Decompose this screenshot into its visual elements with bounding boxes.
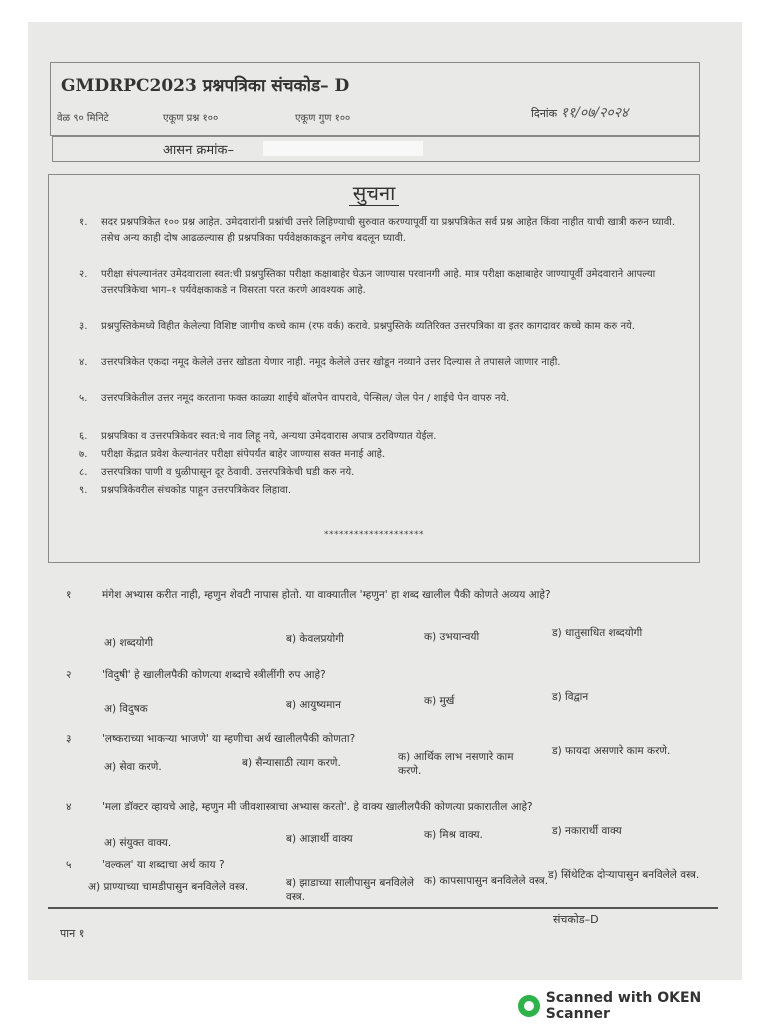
instructions-box: सुचना १. सदर प्रश्नपत्रिकेत १०० प्रश्न आहेत. उमेदवारांनी प्रश्नांची उत्तरे लिहिण्याची सुरुवात करण्यापूर्वी या प्रश्नपत्रिकेत सर्व प्रश्न आहेत किंवा नाहीत याची खात्री करुन घ्यावी. तसेच अन्य काही दोष आढळल्यास ही प्रश्नपत्रिका पर्यवेक्षकाकडून लगेच बदलून घ्यावी. २. परीक्षा संपल्यानंतर उमेदवाराला स्वत:ची प्रश्नपुस्तिका परीक्षा कक्षाबाहेर घेऊन जाण्यास परवानगी आहे. मात्र परीक्षा कक्षाबाहेर जाण्यापूर्वी उमेदवाराने आपल्या उत्तरपत्रिकेचा भाग–१ पर्यवेक्षकाकडे न विसरता परत करणे आवश्यक आहे. ३. प्रश्नपुस्तिकेमध्ये विहीत केलेल्या विशिष्ट जागीच कच्चे काम (रफ वर्क) करावे. प्रश्नपुस्तिके व्यतिरिक्त उत्तरपत्रिका वा इतर कागदावर कच्चे काम करु नये. ४. उत्तरपत्रिकेत एकदा नमूद केलेले उत्तर खोडता येणार नाही. नमूद केलेले उत्तर खोडून नव्याने उत्तर दिल्यास ते तपासले जाणार नाही. ५. उत्तरपत्रिकेतील उत्तर नमूद करताना फक्त काळ्या शाईचे बॉलपेन वापरावे, पेन्सिल/ जेल पेन / शाईचे पेन वापरु नये. ६. प्रश्नपत्रिका व उत्तरपत्रिकेवर स्वत:चे नाव लिहू नये, अन्यथा उमेदवारास अपात्र ठरविण्यात येईल. ७. परीक्षा केंद्रात प्रवेश केल्यानंतर परीक्षा संपेपर्यंत बाहेर जाण्यास सक्त मनाई आहे. ८. उत्तरपत्रिका पाणी व धुळीपासून दूर ठेवावी. उत्तरपत्रिकेची घडी करु नये. ९. प्रश्नपत्रिकेवरील संचकोड पाहून उत्तरपत्रिकेवर लिहावा. ******************** xyxy=(48,174,700,563)
date-value: ११/०७/२०२४ xyxy=(560,105,629,121)
seat-number-label: आसन क्रमांक– xyxy=(163,143,235,158)
option: ड) सिंथेटिक दोऱ्यापासुन बनविलेले वस्त्र. xyxy=(548,869,700,881)
scanner-watermark xyxy=(518,990,768,1022)
option: ब) आयुष्यमान xyxy=(286,699,341,711)
option: क) उभयान्वयी xyxy=(424,631,480,643)
option: ड) विद्वान xyxy=(552,691,589,703)
option: अ) शब्दयोगी xyxy=(104,637,154,649)
footer-divider xyxy=(48,907,718,909)
option: ड) धातुसाधित शब्दयोगी xyxy=(552,627,643,639)
option: ब) आज्ञार्थी वाक्य xyxy=(286,833,353,845)
header-box xyxy=(50,62,700,136)
option: अ) विदुषक xyxy=(104,703,148,715)
option: अ) सेवा करणे. xyxy=(104,761,162,773)
scanner-text: Scanned with OKEN Scanner xyxy=(545,990,702,1022)
paper-title: GMDRPC2023 प्रश्नपत्रिका संचकोड– D xyxy=(61,76,350,96)
scanner-logo-icon xyxy=(518,995,540,1017)
option: ड) फायदा असणारे काम करणे. xyxy=(552,745,671,757)
total-marks: एकूण गुण १०० xyxy=(295,113,351,124)
option: अ) प्राण्याच्या चामडीपासुन बनविलेले वस्त्र. xyxy=(88,881,249,893)
footer-set-code: संचकोड–D xyxy=(553,913,599,926)
seat-number-redaction xyxy=(263,141,423,156)
exam-date xyxy=(531,103,628,122)
instructions-title: सुचना xyxy=(49,179,699,206)
option: ब) सैन्यासाठी त्याग करणे. xyxy=(242,757,341,769)
exam-paper: GMDRPC2023 प्रश्नपत्रिका संचकोड– D वेळ ९० मिनिटे एकूण प्रश्न १०० एकूण गुण १०० दिनांक ११/०७/२०२४ आसन क्रमांक– सुचना १. सदर प्रश्नपत्रिकेत १०० प्रश्न आहेत. उमेदवारांनी प्रश्नांची उत्तरे लिहिण्याची सुरुवात करण्यापूर्वी या प्रश्नपत्रिकेत सर्व प्रश्न आहेत किंवा नाहीत याची खात्री करुन घ्यावी. तसेच अन्य काही दोष आढळल्यास ही प्रश्नपत्रिका पर्यवेक्षकाकडून लगेच बदलून घ्यावी. २. परीक्षा संपल्यानंतर उमेदवाराला स्वत:ची प्रश्नपुस्तिका परीक्षा कक्षाबाहेर घेऊन जाण्यास परवानगी आहे. मात्र परीक्षा कक्षाबाहेर जाण्यापूर्वी उमेदवाराने आपल्या उत्तरपत्रिकेचा भाग–१ पर्यवेक्षकाकडे न विसरता परत करणे आवश्यक आहे. ३. प्रश्नपुस्तिकेमध्ये विहीत केलेल्या विशिष्ट जागीच कच्चे काम (रफ वर्क) करावे. प्रश्नपुस्तिके व्यतिरिक्त उत्तरपत्रिका वा इतर कागदावर कच्चे काम करु नये. ४. उत्तरपत्रिकेत एकदा नमूद केलेले उत्तर खोडता येणार नाही. नमूद केलेले उत्तर खोडून नव्याने उत्तर दिल्यास ते तपासले जाणार नाही. ५. उत्तरपत्रिकेतील उत्तर नमूद करताना फक्त काळ्या शाईचे बॉलपेन वापरावे, पेन्सिल/ जेल पेन / शाईचे पेन वापरु नये. ६. प्रश्नपत्रिका व उत्तरपत्रिकेवर स्वत:चे नाव लिहू नये, अन्यथा उमेदवारास अपात्र ठरविण्यात येईल. ७. परीक्षा केंद्रात प्रवेश केल्यानंतर परीक्षा संपेपर्यंत बाहेर जाण्यास सक्त मनाई आहे. ८. उत्तरपत्रिका पाणी व धुळीपासून दूर ठेवावी. उत्तरपत्रिकेची घडी करु नये. ९. प्रश्नपत्रिकेवरील संचकोड पाहून उत्तरपत्रिकेवर लिहावा. ******************** १ मंगेश अभ्यास करीत नाही, म्हणुन शेवटी नापास होतो. या वाक्यातील 'म्हणुन' हा शब्द खालील पैकी कोणते अव्यय आहे? अ) शब्दयोगी ब) केवलप्रयोगी क) उभयान्वयी ड) धातुसाधित शब्दयोगी २ 'विदुषी' हे खालीलपैकी कोणत्या शब्दाचे स्त्रीलींगी रुप आहे? अ) विदुषक ब) आयुष्यमान क) मुर्ख ड) विद्वान ३ 'लष्कराच्या भाकऱ्या भाजणे' या म्हणीचा अर्थ खालीलपैकी कोणता? अ) सेवा करणे. ब) सैन्यासाठी त्याग करणे. क) आर्थिक लाभ नसणारे काम करणे. ड) फायदा असणारे काम करणे. ४ 'मला डॉक्टर व्हायचे आहे, म्हणुन मी जीवशास्त्राचा अभ्यास करतो'. हे वाक्य खालीलपैकी कोणत्या प्रकारातील आहे? अ) संयुक्त वाक्य. ब) आज्ञार्थी वाक्य क) मिश्र वाक्य. ड) नकारार्थी वाक्य ५ 'वल्कल' या शब्दाचा अर्थ काय ? अ) प्राण्याच्या चामडीपासुन बनविलेले वस्त्र. ब) झाडाच्या सालीपासुन बनविलेले वस्त्र. क) कापसापासुन बनविलेले वस्त्र. ड) सिंथेटिक दोऱ्यापासुन बनविलेले वस्त्र. संचकोड–D पान १ xyxy=(28,22,742,980)
option: क) मिश्र वाक्य. xyxy=(424,829,483,841)
option: अ) संयुक्त वाक्य. xyxy=(104,837,172,849)
exam-duration: वेळ ९० मिनिटे xyxy=(57,113,109,124)
total-questions: एकूण प्रश्न १०० xyxy=(163,113,219,124)
option: ड) नकारार्थी वाक्य xyxy=(552,825,622,837)
stars-divider: ******************** xyxy=(324,530,424,540)
seat-number-box xyxy=(52,136,700,162)
option: क) आर्थिक लाभ नसणारे काम करणे. xyxy=(398,751,514,777)
date-label: दिनांक xyxy=(531,107,558,120)
option: क) मुर्ख xyxy=(424,695,455,707)
page-number: पान १ xyxy=(60,927,85,940)
option: ब) झाडाच्या सालीपासुन बनविलेले वस्त्र. xyxy=(286,877,414,903)
option: क) कापसापासुन बनविलेले वस्त्र. xyxy=(424,875,549,887)
option: ब) केवलप्रयोगी xyxy=(286,633,344,645)
